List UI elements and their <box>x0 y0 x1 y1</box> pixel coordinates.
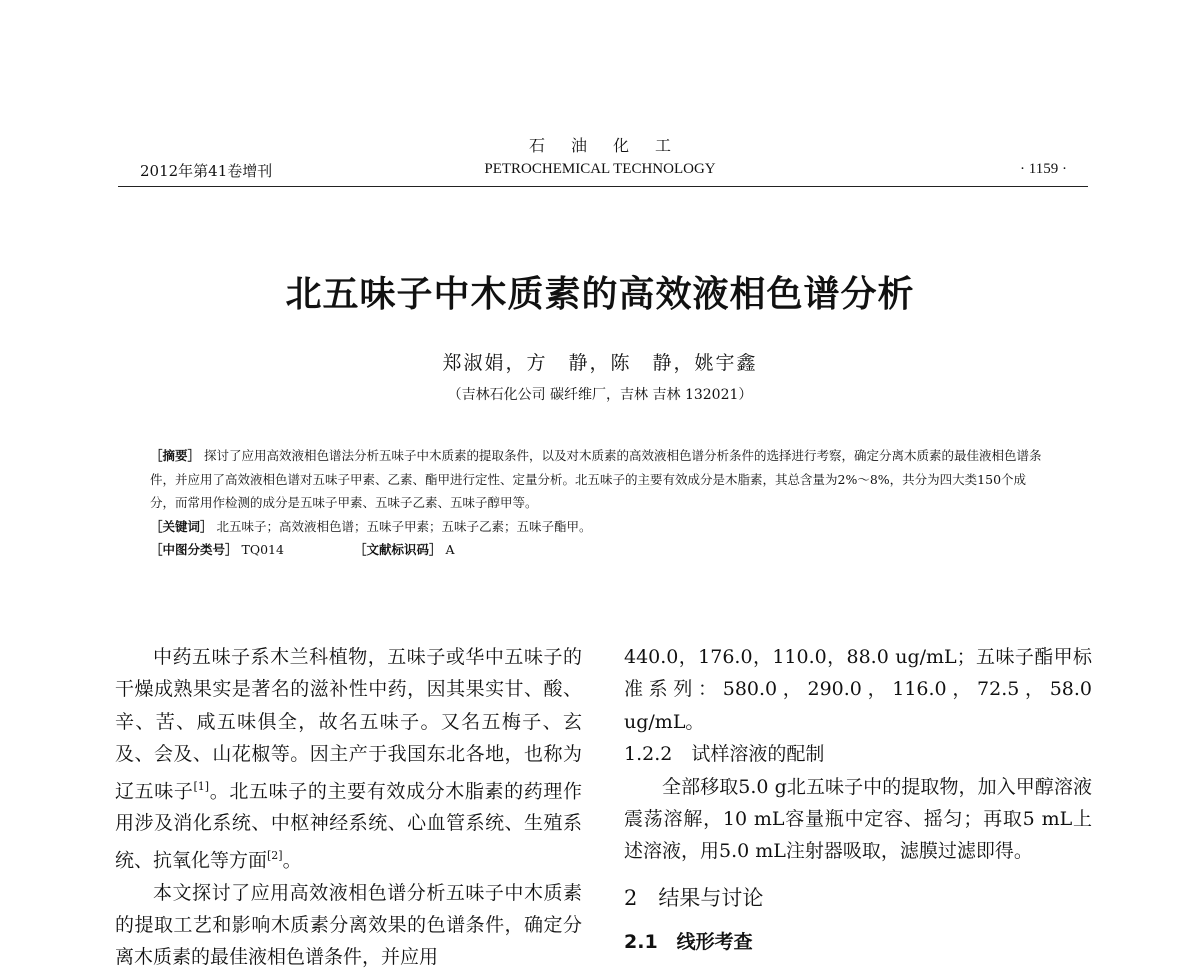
paragraph: 本文探讨了应用高效液相色谱分析五味子中木质素的提取工艺和影响木质素分离效果的色谱条件，确定分离木质素的最佳液相色谱条件，并应用 <box>115 881 582 969</box>
abstract <box>150 444 1050 515</box>
section-heading: 2 结果与讨论 <box>624 885 764 910</box>
paper-title: 北五味子中木质素的高效液相色谱分析 <box>285 274 915 315</box>
clc-label: ［中图分类号］ <box>150 542 238 557</box>
paragraph: 全部移取5.0 g北五味子中的提取物，加入甲醇溶液震荡溶解，10 mL容量瓶中定容、摇匀；再取5 mL上述溶液，用5.0 mL注射器吸取，滤膜过滤即得。 <box>624 775 1092 863</box>
abstract-label: ［摘要］ <box>150 448 201 463</box>
body-left-column <box>115 641 582 974</box>
subsection-heading: 1.2.2 试样溶液的配制 <box>624 743 825 766</box>
journal-name-en: PETROCHEMICAL TECHNOLOGY <box>484 161 716 177</box>
abstract-text: 探讨了应用高效液相色谱法分析五味子中木质素的提取条件，以及对木质素的高效液相色谱分析条件的选择进行考察，确定分离木质素的最佳液相色谱条件，并应用了高效液相色谱对五味子甲素、乙素、酯甲进行定性、定量分析。北五味子的主要有效成分是木脂素，其总含量为2%～8%，共分为四大类150个成分，而常用作检测的成分是五味子甲素、五味子乙素、五味子醇甲等。 <box>150 448 1042 510</box>
paragraph <box>115 641 582 877</box>
citation: [2] <box>267 848 283 862</box>
keywords-text: 北五味子；高效液相色谱；五味子甲素；五味子乙素；五味子酯甲。 <box>216 518 592 534</box>
keywords-label: ［关键词］ <box>150 518 213 534</box>
authors: 郑淑娟，方 静，陈 静，姚宇鑫 <box>442 352 758 374</box>
doc-code-value: A <box>445 542 455 557</box>
affiliation: （吉林石化公司 碳纤维厂，吉林 吉林 132021） <box>447 387 753 403</box>
doc-code-label: ［文献标识码］ <box>353 542 442 557</box>
subsection-heading: 2.1 线形考查 <box>624 931 753 954</box>
header-rule <box>118 186 1088 187</box>
issue-info: 2012年第41卷增刊 <box>140 162 273 180</box>
citation: [1] <box>193 779 210 793</box>
clc-value: TQ014 <box>241 542 284 557</box>
page-number: · 1159 · <box>1020 161 1067 177</box>
abstract-block <box>150 444 1050 562</box>
paragraph-text: 。北五味子的主要有效成分木脂素的药理作用涉及消化系统、中枢神经系统、心血管系统、生殖系统、抗氧化等方面 <box>115 779 582 872</box>
keywords <box>150 515 1050 539</box>
body-right-column <box>624 641 1092 959</box>
paragraph: 440.0，176.0，110.0，88.0 ug/mL；五味子酯甲标准系列：580.0，290.0，116.0，72.5，58.0 ug/mL。 <box>624 646 1092 733</box>
classification <box>150 538 1050 562</box>
journal-name-cn: 石油化工 <box>528 136 697 155</box>
paragraph-text: 中药五味子系木兰科植物，五味子或华中五味子的干燥成熟果实是著名的滋补性中药，因其果实甘、酸、辛、苦、咸五味俱全，故名五味子。又名五梅子、玄及、会及、山花椒等。因主产于我国东北各地，也称为辽五味子 <box>115 646 582 802</box>
paragraph-text: 。 <box>282 849 302 872</box>
